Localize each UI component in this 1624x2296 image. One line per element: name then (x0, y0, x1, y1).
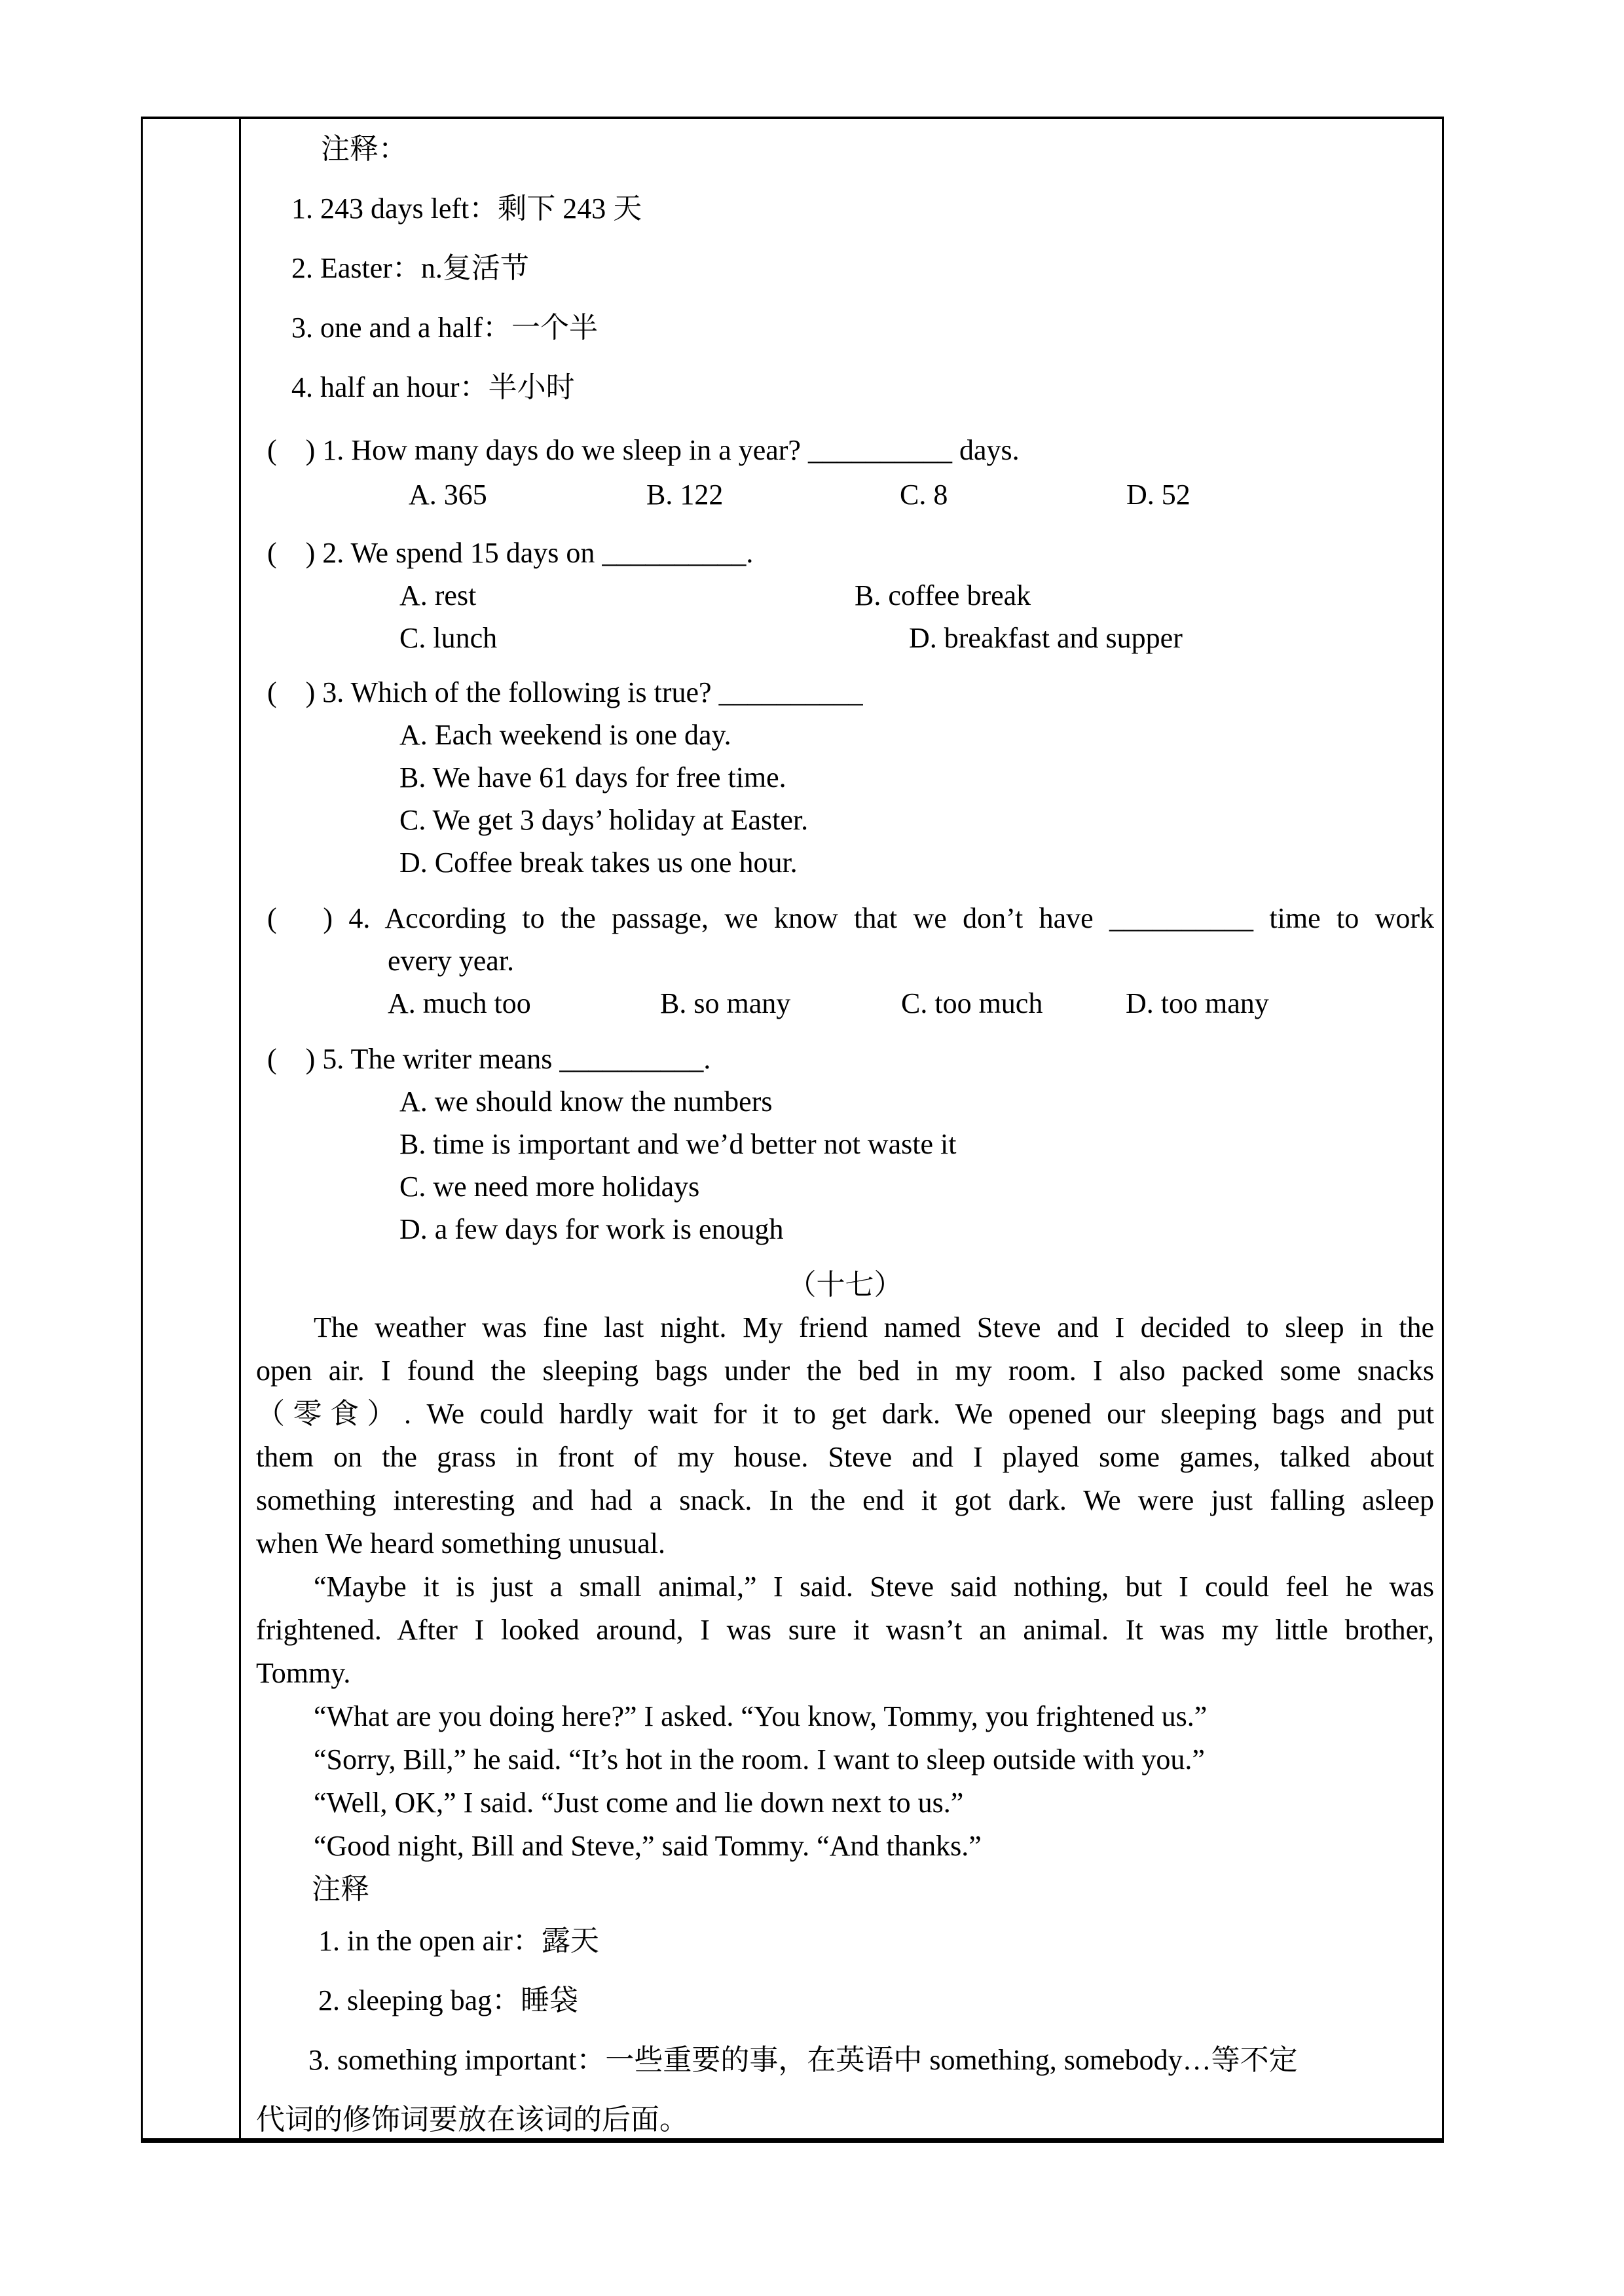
question-2-options-row-1 (256, 574, 1434, 617)
passage-line-3: （零食）. We could hardly wait for it to get dark. We opened our sleeping bags and put (256, 1398, 1434, 1430)
passage-line-1: The weather was fine last night. My friend named Steve and I decided to sleep in the (314, 1311, 1434, 1343)
question-5-option-b: B. time is important and we’d better not waste it (399, 1128, 957, 1160)
dialogue-5: “Good night, Bill and Steve,” said Tommy. “And thanks.” (314, 1830, 982, 1862)
notes-bottom-title: 注释 (312, 1873, 369, 1905)
question-2-option-a: A. rest (399, 579, 477, 611)
notes-top-item-3: 3. one and a half：一个半 (291, 312, 598, 344)
notes-top-item-1: 1. 243 days left：剩下 243 天 (291, 192, 642, 225)
dialogue-3: “Sorry, Bill,” he said. “It’s hot in the room. I want to sleep outside with you.” (314, 1743, 1205, 1776)
question-1-option-b: B. 122 (646, 479, 724, 511)
passage-line-5: something interesting and had a snack. In the end it got dark. We were just falling asleep (256, 1484, 1434, 1516)
question-3-stem: ( ) 3. Which of the following is true? __________ (267, 676, 863, 708)
question-5-stem: ( ) 5. The writer means __________. (267, 1043, 711, 1075)
question-4-option-b: B. so many (660, 987, 791, 1019)
question-1-option-d: D. 52 (1126, 479, 1190, 511)
question-2-options-row-2 (256, 617, 1434, 659)
question-1-options (256, 471, 1434, 519)
question-1-option-c: C. 8 (900, 479, 948, 511)
table-left-empty-column (143, 119, 241, 2138)
question-1-option-a: A. 365 (409, 479, 487, 511)
question-4-option-d: D. too many (1126, 987, 1269, 1019)
notes-bottom-item-1: 1. in the open air：露天 (318, 1925, 599, 1957)
question-1-stem: ( ) 1. How many days do we sleep in a year? __________ days. (267, 434, 1020, 466)
dialogue-1-line-2: frightened. After I looked around, I was sure it wasn’t an animal. It was my little brother, (256, 1614, 1434, 1646)
question-2-stem: ( ) 2. We spend 15 days on __________. (267, 537, 754, 569)
worksheet-table (141, 117, 1444, 2143)
question-3-option-a: A. Each weekend is one day. (399, 719, 731, 751)
notes-top-item-2: 2. Easter：n.复活节 (291, 252, 529, 284)
question-5-option-c: C. we need more holidays (399, 1171, 700, 1203)
notes-bottom-item-2: 2. sleeping bag：睡袋 (318, 1984, 579, 2016)
question-5-option-d: D. a few days for work is enough (399, 1213, 784, 1245)
table-main-column (241, 119, 1442, 2138)
dialogue-1-line-1: “Maybe it is just a small animal,” I said. Steve said nothing, but I could feel he was (314, 1571, 1434, 1603)
section-17-heading: （十七） (787, 1269, 903, 1301)
notes-bottom-item-3-line-2: 代词的修饰词要放在该词的后面。 (256, 2104, 688, 2136)
question-4-stem-line-1: ( ) 4. According to the passage, we know that we don’t have __________ time to work (267, 902, 1434, 934)
question-2-option-b: B. coffee break (855, 579, 1031, 611)
notes-bottom-item-3-line-1: 3. something important：一些重要的事，在英语中 something, somebody…等不定 (308, 2044, 1298, 2076)
question-4-option-a: A. much too (388, 987, 531, 1019)
passage-line-6: when We heard something unusual. (256, 1527, 665, 1559)
dialogue-4: “Well, OK,” I said. “Just come and lie down next to us.” (314, 1787, 964, 1819)
question-4-stem-line-2: every year. (388, 945, 514, 977)
question-3-option-d: D. Coffee break takes us one hour. (399, 847, 798, 879)
notes-top-title: 注释： (321, 133, 407, 165)
dialogue-2: “What are you doing here?” I asked. “You know, Tommy, you frightened us.” (314, 1700, 1208, 1732)
question-5-option-a: A. we should know the numbers (399, 1085, 773, 1118)
question-3-option-b: B. We have 61 days for free time. (399, 761, 786, 793)
passage-line-4: them on the grass in front of my house. Steve and I played some games, talked about (256, 1441, 1434, 1473)
question-2-option-c: C. lunch (399, 622, 498, 654)
question-4-option-c: C. too much (901, 987, 1043, 1019)
passage-line-2: open air. I found the sleeping bags under the bed in my room. I also packed some snacks (256, 1355, 1434, 1387)
question-4-options (256, 982, 1434, 1025)
question-2-option-d: D. breakfast and supper (909, 622, 1183, 654)
notes-top-item-4: 4. half an hour：半小时 (291, 371, 575, 403)
question-3-option-c: C. We get 3 days’ holiday at Easter. (399, 804, 809, 836)
dialogue-1-line-3: Tommy. (256, 1657, 351, 1689)
